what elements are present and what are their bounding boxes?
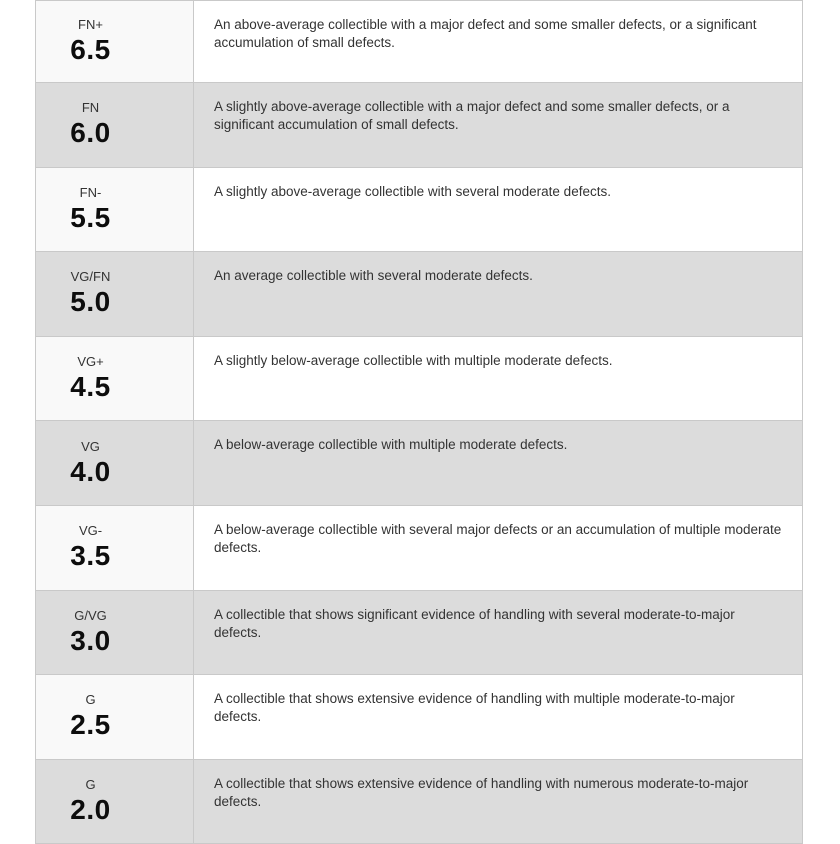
grade-abbreviation: FN- (79, 184, 102, 200)
grade-description: A below-average collectible with several major defects or an accumulation of multiple moderate defects. (194, 505, 803, 590)
grade-cell (36, 252, 194, 337)
grade-description: An above-average collectible with a major defect and some smaller defects, or a significant accumulation of small defects. (194, 1, 803, 83)
grading-scale-table (35, 0, 803, 844)
grade-abbreviation: VG/FN (70, 269, 111, 285)
grade-description: A collectible that shows extensive evidence of handling with multiple moderate-to-major defects. (194, 675, 803, 760)
grade-cell (36, 83, 194, 168)
table-row (36, 759, 803, 844)
table-row (36, 421, 803, 506)
grade-description: A slightly above-average collectible with a major defect and some smaller defects, or a significant accumulation of small defects. (194, 83, 803, 168)
table-row (36, 505, 803, 590)
grade-abbreviation: FN (81, 100, 100, 116)
grade-cell (36, 421, 194, 506)
grade-number: 4.5 (70, 371, 111, 403)
grade-number: 3.5 (70, 540, 111, 572)
grade-description: A slightly above-average collectible with several moderate defects. (194, 167, 803, 252)
grade-abbreviation: G (85, 692, 96, 708)
grade-abbreviation: VG- (78, 523, 103, 539)
table-row (36, 675, 803, 760)
grade-abbreviation: FN+ (78, 17, 103, 32)
grade-description: A collectible that shows extensive evidence of handling with numerous moderate-to-major defects. (194, 759, 803, 844)
grade-cell (36, 1, 194, 83)
grade-number: 2.0 (70, 794, 111, 826)
table-row (36, 336, 803, 421)
grade-cell (36, 167, 194, 252)
grade-cell (36, 675, 194, 760)
grade-number: 6.5 (70, 34, 111, 65)
grade-abbreviation: VG+ (77, 354, 104, 370)
table-row (36, 167, 803, 252)
grade-number: 3.0 (70, 624, 111, 656)
table-row (36, 1, 803, 83)
grade-description: A collectible that shows significant evidence of handling with several moderate-to-major defects. (194, 590, 803, 675)
grade-number: 2.5 (70, 709, 111, 741)
grade-number: 5.5 (70, 201, 111, 233)
grade-abbreviation: VG (81, 438, 100, 454)
grade-number: 6.0 (70, 117, 111, 149)
grade-number: 4.0 (70, 455, 111, 487)
grade-number: 5.0 (70, 286, 111, 318)
grade-description: A below-average collectible with multiple moderate defects. (194, 421, 803, 506)
table-row (36, 590, 803, 675)
grade-cell (36, 759, 194, 844)
grade-description: A slightly below-average collectible with multiple moderate defects. (194, 336, 803, 421)
grade-description: An average collectible with several moderate defects. (194, 252, 803, 337)
grade-cell (36, 590, 194, 675)
table-row (36, 252, 803, 337)
grade-abbreviation: G/VG (74, 607, 107, 623)
grade-cell (36, 336, 194, 421)
grade-abbreviation: G (85, 777, 96, 793)
table-row (36, 83, 803, 168)
grade-cell (36, 505, 194, 590)
